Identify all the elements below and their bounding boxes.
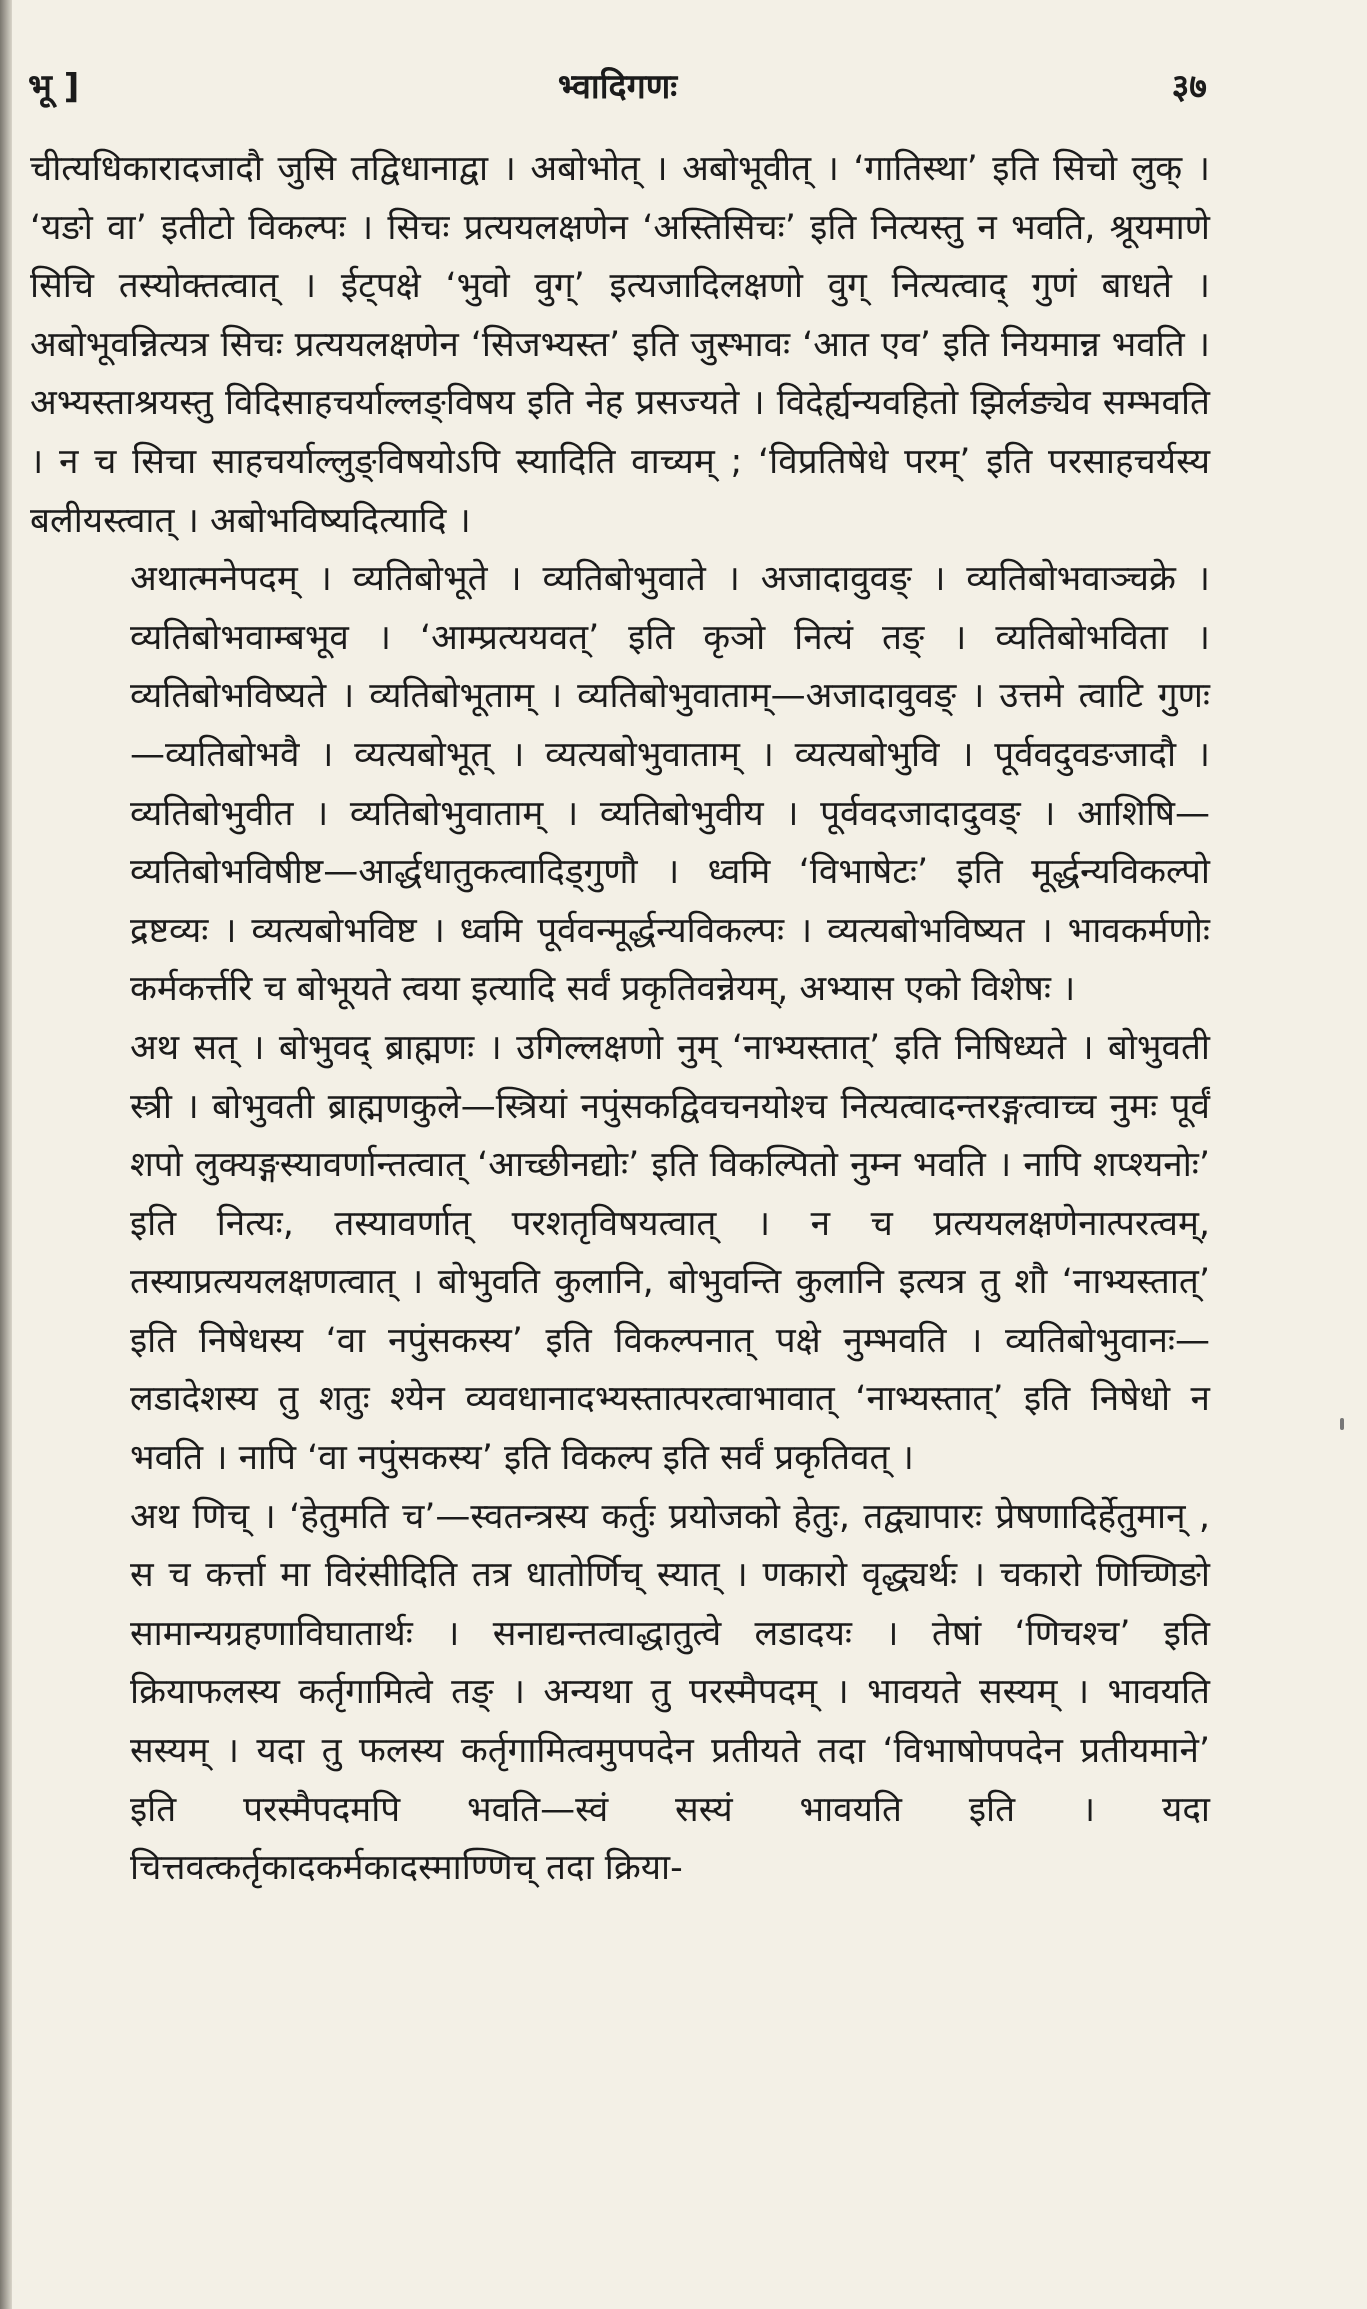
- body-text: [30, 140, 1210, 1898]
- scan-speck: [1340, 1418, 1344, 1430]
- page-edge-shadow: [0, 0, 12, 2309]
- running-header: [28, 62, 1207, 122]
- paragraph-3: अथ सत् । बोभुवद् ब्राह्मणः । उगिल्लक्षणो नुम् ‘नाभ्यस्तात्’ इति निषिध्यते । बोभुवती स्त्री । बोभुवती ब्राह्मणकुले—स्त्रियां नपुंसकद्विवचनयोश्च नित्यत्वादन्तरङ्गत्वाच्च नुमः पूर्वं शपो लुक्यङ्गस्यावर्णान्तत्वात् ‘आच्छीनद्योः’ इति विकल्पितो नुम्न भवति । नापि शप्श्यनोः’ इति नित्यः, तस्यावर्णात् परशतृविषयत्वात् । न च प्रत्ययलक्षणेनात्परत्वम्, तस्याप्रत्ययलक्षणत्वात् । बोभुवति कुलानि, बोभुवन्ति कुलानि इत्यत्र तु शौ ‘नाभ्यस्तात्’ इति निषेधस्य ‘वा नपुंसकस्य’ इति विकल्पनात् पक्षे नुम्भवति । व्यतिबोभुवानः—लडादेशस्य तु शतुः श्येन व्यवधानादभ्यस्तात्परत्वाभावात् ‘नाभ्यस्तात्’ इति निषेधो न भवति । नापि ‘वा नपुंसकस्य’ इति विकल्प इति सर्वं प्रकृतिवत् ।: [130, 1027, 1210, 1479]
- header-section-marker: भू ]: [28, 67, 80, 107]
- page-number: ३७: [1171, 67, 1207, 107]
- paragraph-4: अथ णिच् । ‘हेतुमति च’—स्वतन्त्रस्य कर्तुः प्रयोजको हेतुः, तद्व्यापारः प्रेषणादिर्हेतुमान् , स च कर्त्ता मा विरंसीदिति तत्र धातोर्णिच् स्यात् । णकारो वृद्ध्यर्थः । चकारो णिच्णिङो सामान्यग्रहणाविघातार्थः । सनाद्यन्तत्वाद्धातुत्वे लडादयः । तेषां ‘णिचश्च’ इति क्रियाफलस्य कर्तृगामित्वे तङ् । अन्यथा तु परस्मैपदम् । भावयते सस्यम् । भावयति सस्यम् । यदा तु फलस्य कर्तृगामित्वमुपपदेन प्रतीयते तदा ‘विभाषोपपदेन प्रतीयमाने’ इति परस्मैपदमपि भवति—स्वं सस्यं भावयति इति । यदा चित्तवत्कर्तृकादकर्मकादस्माण्णिच् तदा क्रिया-: [130, 1496, 1210, 1889]
- header-title: भ्वादिगणः: [557, 67, 678, 107]
- paragraph-2: अथात्मनेपदम् । व्यतिबोभूते । व्यतिबोभुवाते । अजादावुवङ् । व्यतिबोभवाञ्चक्रे । व्यतिबोभवाम्बभूव । ‘आम्प्रत्ययवत्’ इति कृञो नित्यं तङ् । व्यतिबोभविता । व्यतिबोभविष्यते । व्यतिबोभूताम् । व्यतिबोभुवाताम्—अजादावुवङ् । उत्तमे त्वाटि गुणः—व्यतिबोभवै । व्यत्यबोभूत् । व्यत्यबोभुवाताम् । व्यत्यबोभुवि । पूर्ववदुवङजादौ । व्यतिबोभुवीत । व्यतिबोभुवाताम् । व्यतिबोभुवीय । पूर्ववदजादादुवङ् । आशिषि—व्यतिबोभविषीष्ट—आर्द्धधातुकत्वादिड्गुणौ । ध्वमि ‘विभाषेटः’ इति मूर्द्धन्यविकल्पो द्रष्टव्यः । व्यत्यबोभविष्ट । ध्वमि पूर्ववन्मूर्द्धन्यविकल्पः । व्यत्यबोभविष्यत । भावकर्मणोः कर्मकर्त्तरि च बोभूयते त्वया इत्यादि सर्वं प्रकृतिवन्नेयम्, अभ्यास एको विशेषः ।: [130, 559, 1210, 1010]
- paragraph-1: चीत्यधिकारादजादौ जुसि तद्विधानाद्वा । अबोभोत् । अबोभूवीत् । ‘गातिस्था’ इति सिचो लुक् । ‘यङो वा’ इतीटो विकल्पः । सिचः प्रत्ययलक्षणेन ‘अस्तिसिचः’ इति नित्यस्तु न भवति, श्रूयमाणे सिचि तस्योक्तत्वात् । ईट्पक्षे ‘भुवो वुग्’ इत्यजादिलक्षणो वुग् नित्यत्वाद् गुणं बाधते । अबोभूवन्नित्यत्र सिचः प्रत्ययलक्षणेन ‘सिजभ्यस्त’ इति जुस्भावः ‘आत एव’ इति नियमान्न भवति । अभ्यस्ताश्रयस्तु विदिसाहचर्याल्लङ्विषय इति नेह प्रसज्यते । विदेर्ह्यन्यवहितो झिर्लङ्येव सम्भवति । न च सिचा साहचर्याल्लुङ्विषयोऽपि स्यादिति वाच्यम् ; ‘विप्रतिषेधे परम्’ इति परसाहचर्यस्य बलीयस्त्वात् । अबोभविष्यदित्यादि ।: [30, 149, 1210, 541]
